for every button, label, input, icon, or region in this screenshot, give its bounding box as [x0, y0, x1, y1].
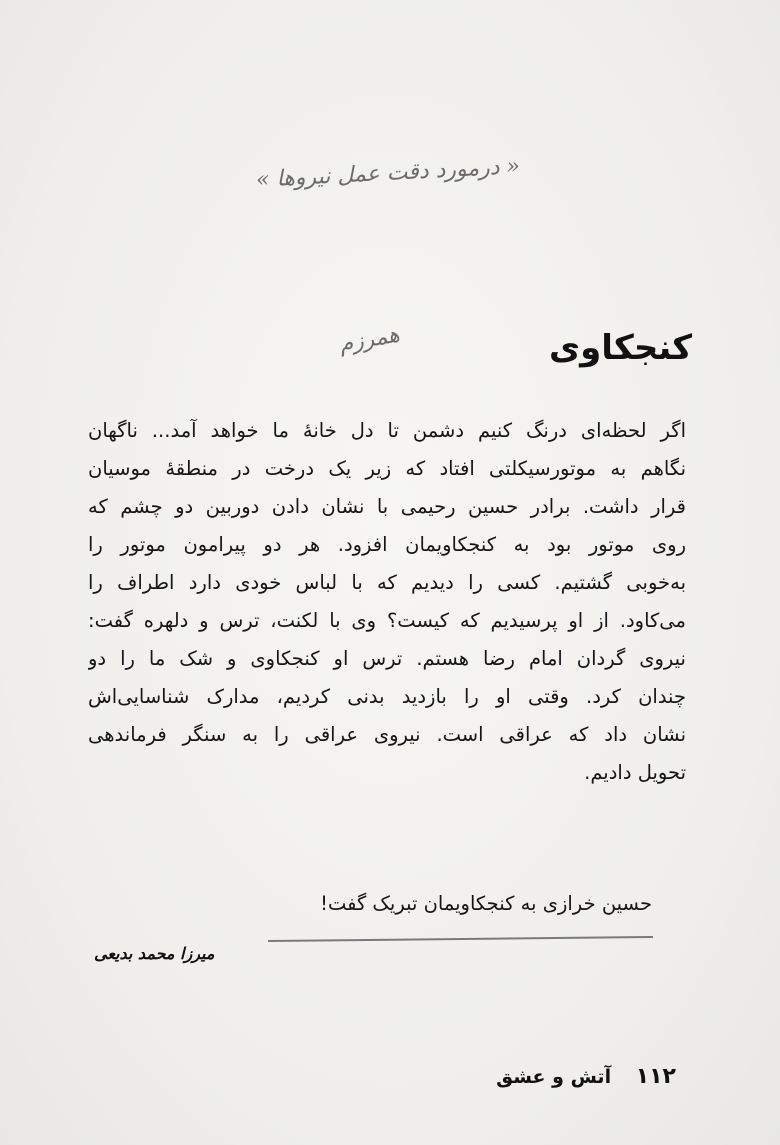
- body-text: [88, 412, 686, 792]
- handwritten-margin-note: همرزم: [337, 322, 402, 358]
- body-line: می‌کاود. از او پرسیدیم که کیست؟ وی با لکنت، ترس و دلهره گفت:: [88, 609, 686, 632]
- handwritten-underline: [268, 936, 653, 942]
- body-line: اگر لحظه‌ای درنگ کنیم دشمن تا دل خانهٔ ما خواهد آمد... ناگهان: [88, 419, 686, 442]
- page-footer: [496, 1064, 676, 1089]
- body-line: تحویل دادیم.: [584, 761, 686, 784]
- body-line: نشان داد که عراقی است. نیروی عراقی را به سنگر فرماندهی: [88, 723, 686, 746]
- section-title: کنجکاوی: [549, 328, 692, 368]
- page-number: ۱۱۲: [635, 1064, 676, 1089]
- body-line: روی موتور بود به کنجکاویمان افزود. هر دو پیرامون موتور را: [88, 533, 686, 556]
- body-line: نگاهم به موتورسیکلتی افتاد که زیر یک درخت در منطقهٔ موسیان: [88, 457, 686, 480]
- body-line: به‌خوبی گشتیم. کسی را دیدیم که با لباس خودی دارد اطراف را: [88, 571, 686, 594]
- body-line: نیروی گردان امام رضا هستم. ترس او کنجکاوی و شک ما را دو: [88, 647, 686, 670]
- closing-line: حسین خرازی به کنجکاویمان تبریک گفت!: [320, 892, 652, 915]
- body-line: قرار داشت. برادر حسین رحیمی با نشان دادن دوربین دو چشم که: [88, 495, 686, 518]
- handwritten-header-note: « درمورد دقت عمل نیروها »: [255, 153, 521, 193]
- book-title: آتش و عشق: [496, 1066, 612, 1088]
- body-line: چندان کرد. وقتی او را بازدید بدنی کردیم، مدارک شناسایی‌اش: [88, 685, 686, 708]
- author-name: میرزا محمد بدیعی: [94, 944, 215, 963]
